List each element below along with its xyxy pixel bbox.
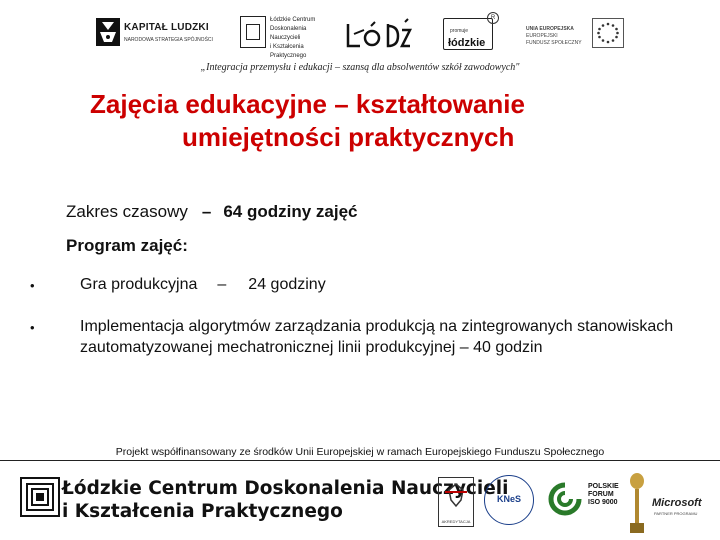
centrum-emblem-icon — [240, 16, 266, 48]
time-range-line — [66, 202, 358, 222]
time-range-dash: – — [201, 202, 212, 221]
bullet-item-value: 24 godziny — [248, 276, 326, 293]
centrum-header-text — [270, 16, 330, 61]
eu-logo — [520, 16, 630, 50]
lodzkie-label: łódzkie — [448, 37, 486, 49]
kapital-ludzki-sub: NARODOWA STRATEGIA SPÓJNOŚCI — [124, 37, 213, 43]
microsoft-logo-text: Microsoft — [652, 497, 702, 509]
eu-logo-line: EUROPEJSKI — [526, 33, 558, 39]
lodz-city-logo — [344, 16, 412, 52]
centrum-header-line: i Kształcenia Praktycznego — [270, 44, 307, 59]
footer-banner — [0, 461, 720, 540]
accreditation-badge — [438, 477, 474, 527]
eu-flag-icon — [592, 18, 624, 48]
knes-label: KNeS — [496, 494, 521, 504]
kapital-ludzki-emblem-icon — [94, 16, 122, 48]
bullet-item-name: Gra produkcyjna — [80, 276, 198, 293]
centrum-name-line2: i Kształcenia Praktycznego — [62, 501, 343, 522]
bullet-marker: • — [30, 320, 35, 335]
promuje-lodzkie-box — [443, 18, 493, 50]
trophy-icon — [626, 471, 648, 535]
cofinancing-note: Projekt współfinansowany ze środków Unii Europejskiej w ramach Europejskiego Funduszu Społecznego — [115, 446, 605, 458]
promuje-lodzkie-logo — [443, 12, 499, 52]
time-range-label: Zakres czasowy — [66, 202, 188, 221]
centrum-header-logo — [240, 14, 330, 59]
eu-logo-line: FUNDUSZ SPOŁECZNY — [526, 40, 582, 46]
polish-iso-forum-label — [588, 483, 619, 507]
centrum-header-line: Doskonalenia Nauczycieli — [270, 26, 307, 41]
promuje-label: promuje — [450, 28, 469, 34]
lodz-logo-icon — [344, 16, 412, 52]
centrum-name-line1: Łódzkie Centrum Doskonalenia Nauczycieli — [62, 478, 509, 499]
iso-swirl-icon — [548, 481, 582, 519]
kapital-ludzki-logo — [94, 16, 232, 48]
slide-title-line1: Zajęcia edukacyjne – kształtowanie — [90, 89, 525, 119]
microsoft-partner-label: PARTNER PROGRAMU — [654, 511, 698, 516]
iso-forum-line: ISO 9000 — [588, 499, 618, 506]
certificates-strip — [436, 471, 716, 535]
program-heading: Program zajęć: — [66, 236, 188, 255]
slide-title — [90, 88, 650, 154]
bullet-marker: • — [30, 278, 35, 293]
centrum-header-line: Łódzkie Centrum — [270, 17, 316, 23]
centrum-emblem-icon — [20, 477, 60, 517]
accreditation-label: AKREDYTACJA — [441, 519, 471, 524]
slide-title-line2: umiejętności praktycznych — [182, 122, 515, 152]
knes-badge — [484, 475, 534, 525]
eu-logo-text — [526, 26, 586, 47]
eagle-emblem-icon — [439, 478, 473, 516]
eu-logo-line: UNIA EUROPEJSKA — [526, 26, 574, 32]
bullet-item: Implementacja algorytmów zarządzania produkcją na zintegrowanych stanowiskach zautomatyzowanej mechatronicznej linii produkcyjnej – 40 godzin — [80, 318, 674, 356]
iso-forum-line: POLSKIE — [588, 483, 619, 490]
registered-mark-icon: R — [487, 12, 499, 24]
iso-forum-line: FORUM — [588, 491, 614, 498]
project-motto: „Integracja przemysłu i edukacji – szansą dla absolwentów szkół zawodowych" — [200, 62, 520, 73]
time-range-value: 64 godziny zajęć — [223, 202, 358, 221]
bullet-item — [80, 274, 326, 295]
kapital-ludzki-name: KAPITAŁ LUDZKI — [124, 22, 209, 33]
bullet-item-dash: – — [217, 276, 227, 293]
